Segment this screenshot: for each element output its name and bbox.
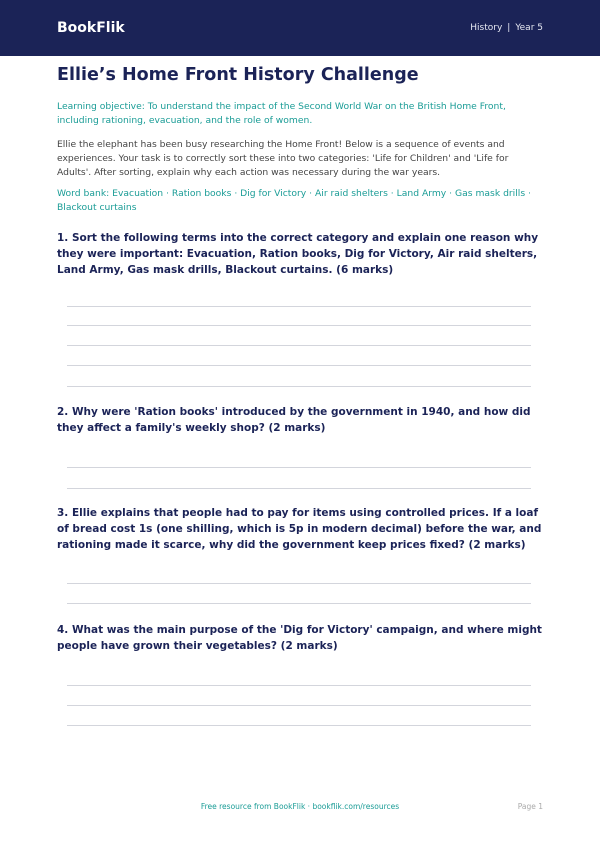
answer-line[interactable] [67, 705, 531, 706]
brand-logo: BookFlik [57, 20, 125, 36]
answer-line[interactable] [67, 345, 531, 346]
answer-line[interactable] [67, 325, 531, 326]
question-4: 4. What was the main purpose of the 'Dig for Victory' campaign, and where might people have grown their vegetables? (2 marks) [57, 624, 542, 652]
intro-section [57, 64, 543, 215]
answer-line[interactable] [67, 685, 531, 686]
page-number: Page 1 [517, 802, 543, 811]
answer-line[interactable] [67, 583, 531, 584]
footer-credit: Free resource from BookFlik · bookflik.com/resources [200, 802, 400, 811]
meta-separator: | [507, 23, 511, 33]
answer-line[interactable] [67, 603, 531, 604]
page-title: Ellie’s Home Front History Challenge [57, 65, 419, 85]
learning-objective: Learning objective: To understand the impact of the Second World War on the British Home Front, including rationing, evacuation, and the role of women. [57, 101, 506, 126]
header-meta [470, 23, 543, 33]
question-3: 3. Ellie explains that people had to pay for items using controlled prices. If a loaf of bread cost 1s (one shilling, which is 5p in modern decimal) before the war, and rationing made it scarce, why did the government keep prices fixed? (2 marks) [57, 507, 542, 551]
answer-line[interactable] [67, 386, 531, 387]
header-bar [0, 0, 600, 56]
subject-label: History [470, 23, 503, 33]
year-label: Year 5 [515, 23, 543, 33]
answer-line[interactable] [67, 306, 531, 307]
question-1: 1. Sort the following terms into the correct category and explain one reason why they were important: Evacuation, Ration books, Dig for Victory, Air raid shelters, Land Army, Gas mask drills, Blackout curtains. (6 marks) [57, 232, 539, 276]
intro-text: Ellie the elephant has been busy researching the Home Front! Below is a sequence of events and experiences. Your task is to correctly sort these into two categories: 'Life for Children' and 'Life for Adults'. After sorting, explain why each action was necessary during the war years. [57, 139, 509, 178]
answer-line[interactable] [67, 467, 531, 468]
word-bank: Word bank: Evacuation · Ration books · Dig for Victory · Air raid shelters · Land Army · Gas mask drills · Blackout curtains [57, 188, 531, 213]
answer-line[interactable] [67, 725, 531, 726]
question-2: 2. Why were 'Ration books' introduced by the government in 1940, and how did they affect a family's weekly shop? (2 marks) [57, 406, 531, 434]
answer-line[interactable] [67, 365, 531, 366]
answer-line[interactable] [67, 488, 531, 489]
